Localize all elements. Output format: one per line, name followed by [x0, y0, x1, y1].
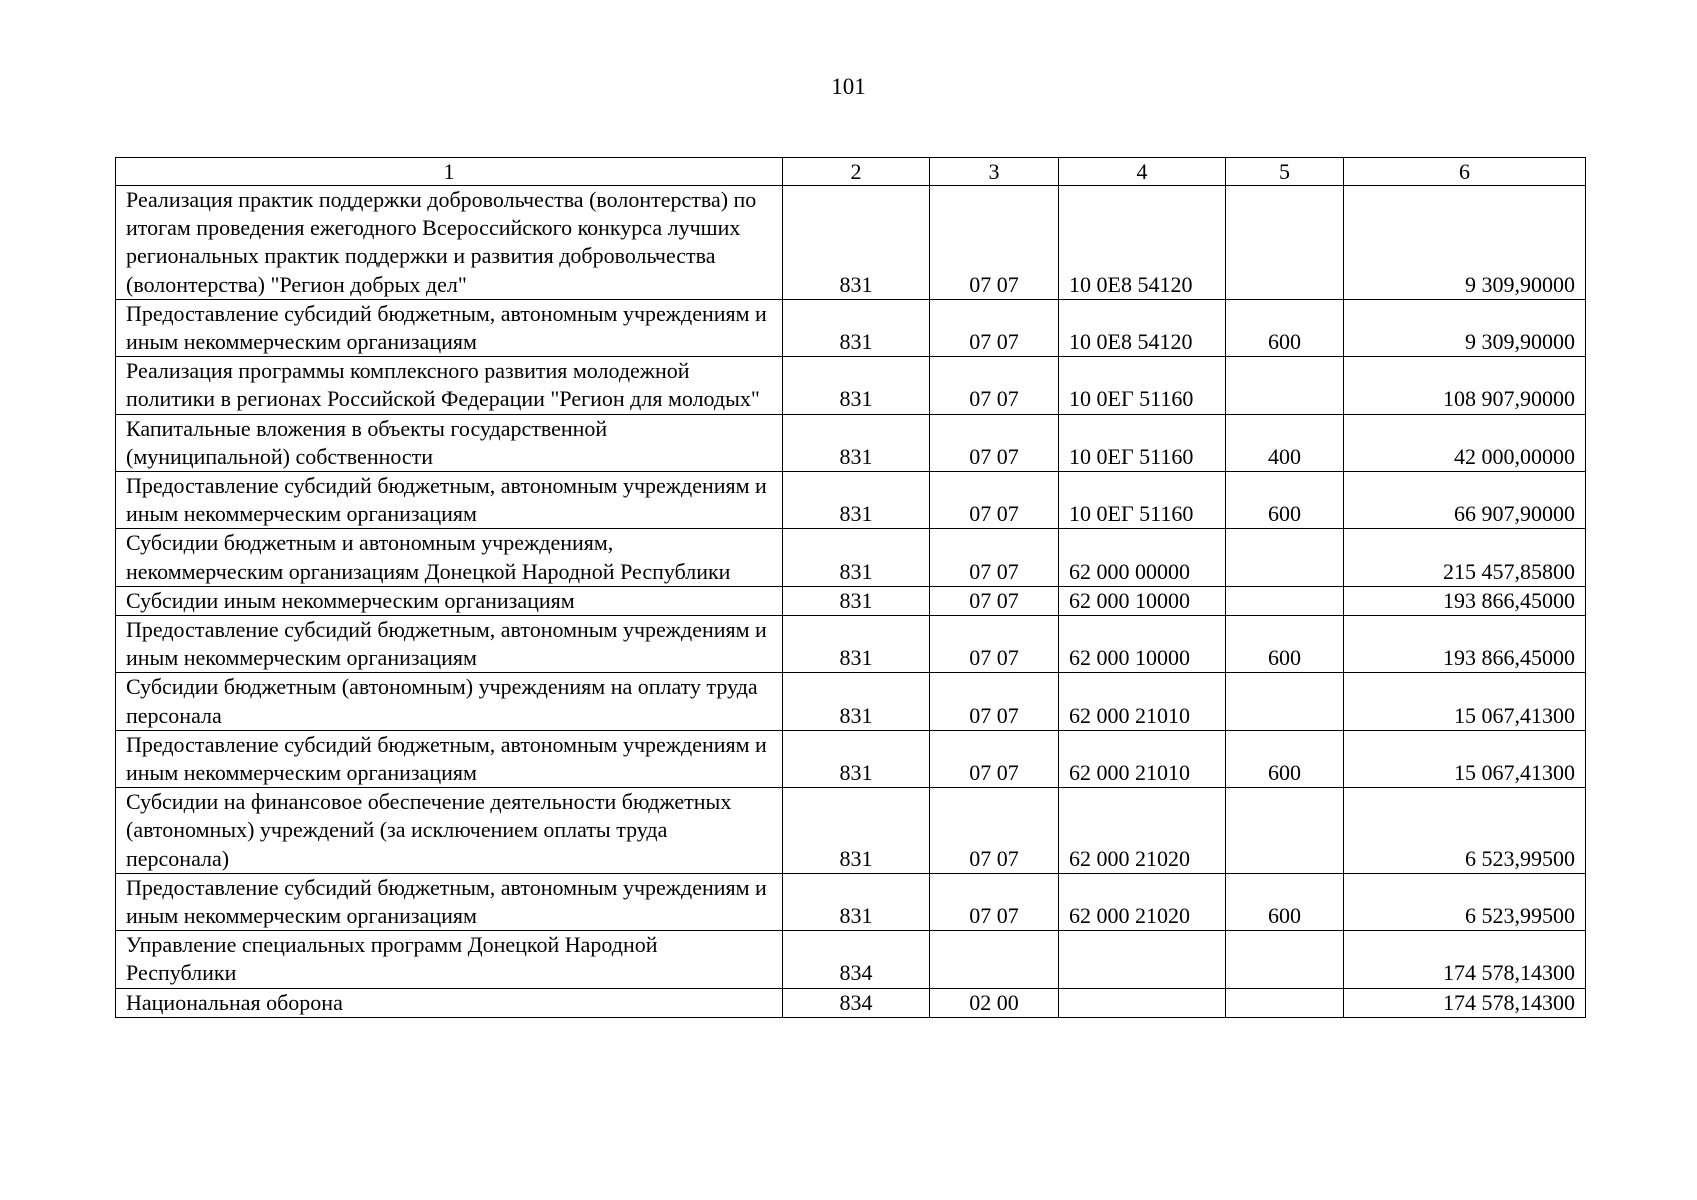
row-expense-type-cell: 600 [1226, 616, 1344, 673]
table-row [116, 931, 1586, 988]
row-expense-type-cell [1226, 931, 1344, 988]
row-section-cell: 07 07 [930, 186, 1059, 300]
table-body [116, 186, 1586, 1018]
row-target-code-cell [1059, 988, 1226, 1017]
row-amount-cell: 9 309,90000 [1344, 299, 1586, 356]
column-header-3: 3 [930, 158, 1059, 186]
row-section-cell: 07 07 [930, 414, 1059, 471]
row-name-cell: Предоставление субсидий бюджетным, автономным учреждениям и иным некоммерческим организациям [116, 873, 783, 930]
table-row [116, 299, 1586, 356]
row-expense-type-cell [1226, 529, 1344, 586]
row-amount-cell: 6 523,99500 [1344, 788, 1586, 874]
row-target-code-cell: 10 0ЕГ 51160 [1059, 357, 1226, 414]
row-expense-type-cell [1226, 357, 1344, 414]
row-amount-cell: 215 457,85800 [1344, 529, 1586, 586]
row-expense-type-cell [1226, 186, 1344, 300]
row-amount-cell: 108 907,90000 [1344, 357, 1586, 414]
row-code-cell: 831 [783, 673, 930, 730]
column-header-4: 4 [1059, 158, 1226, 186]
row-target-code-cell: 10 0Е8 54120 [1059, 186, 1226, 300]
row-section-cell: 02 00 [930, 988, 1059, 1017]
row-code-cell: 831 [783, 586, 930, 615]
row-code-cell: 831 [783, 616, 930, 673]
row-name-cell: Субсидии бюджетным (автономным) учреждениям на оплату труда персонала [116, 673, 783, 730]
row-name-cell: Реализация практик поддержки добровольчества (волонтерства) по итогам проведения ежегодного Всероссийского конкурса лучших региональных практик поддержки и развития добровольчества (волонтерства) "Регион добрых дел" [116, 186, 783, 300]
table-row [116, 529, 1586, 586]
row-code-cell: 831 [783, 730, 930, 787]
row-amount-cell: 174 578,14300 [1344, 988, 1586, 1017]
row-amount-cell: 193 866,45000 [1344, 586, 1586, 615]
row-expense-type-cell [1226, 673, 1344, 730]
row-target-code-cell: 62 000 21020 [1059, 788, 1226, 874]
row-expense-type-cell [1226, 988, 1344, 1017]
row-target-code-cell: 62 000 10000 [1059, 586, 1226, 615]
row-expense-type-cell: 600 [1226, 730, 1344, 787]
row-name-cell: Реализация программы комплексного развития молодежной политики в регионах Российской Федерации "Регион для молодых" [116, 357, 783, 414]
column-header-2: 2 [783, 158, 930, 186]
table-row [116, 730, 1586, 787]
table-row [116, 472, 1586, 529]
row-target-code-cell: 62 000 21020 [1059, 873, 1226, 930]
row-amount-cell: 6 523,99500 [1344, 873, 1586, 930]
row-expense-type-cell [1226, 586, 1344, 615]
row-section-cell: 07 07 [930, 616, 1059, 673]
row-amount-cell: 42 000,00000 [1344, 414, 1586, 471]
row-section-cell: 07 07 [930, 873, 1059, 930]
row-code-cell: 831 [783, 529, 930, 586]
row-section-cell: 07 07 [930, 586, 1059, 615]
row-expense-type-cell: 600 [1226, 299, 1344, 356]
row-section-cell: 07 07 [930, 788, 1059, 874]
row-section-cell: 07 07 [930, 673, 1059, 730]
row-name-cell: Предоставление субсидий бюджетным, автономным учреждениям и иным некоммерческим организациям [116, 730, 783, 787]
row-code-cell: 834 [783, 931, 930, 988]
column-header-1: 1 [116, 158, 783, 186]
row-amount-cell: 174 578,14300 [1344, 931, 1586, 988]
row-name-cell: Предоставление субсидий бюджетным, автономным учреждениям и иным некоммерческим организациям [116, 472, 783, 529]
row-target-code-cell: 62 000 00000 [1059, 529, 1226, 586]
row-name-cell: Предоставление субсидий бюджетным, автономным учреждениям и иным некоммерческим организациям [116, 299, 783, 356]
row-amount-cell: 15 067,41300 [1344, 730, 1586, 787]
table-row [116, 988, 1586, 1017]
row-name-cell: Субсидии бюджетным и автономным учреждениям, некоммерческим организациям Донецкой Народной Республики [116, 529, 783, 586]
row-target-code-cell: 62 000 21010 [1059, 730, 1226, 787]
table-row [116, 788, 1586, 874]
row-expense-type-cell: 600 [1226, 873, 1344, 930]
table-row [116, 586, 1586, 615]
row-code-cell: 831 [783, 873, 930, 930]
row-name-cell: Субсидии на финансовое обеспечение деятельности бюджетных (автономных) учреждений (за исключением оплаты труда персонала) [116, 788, 783, 874]
page-number: 101 [831, 74, 866, 99]
row-target-code-cell: 10 0ЕГ 51160 [1059, 472, 1226, 529]
column-header-6: 6 [1344, 158, 1586, 186]
row-expense-type-cell: 600 [1226, 472, 1344, 529]
row-amount-cell: 66 907,90000 [1344, 472, 1586, 529]
table-row [116, 414, 1586, 471]
row-section-cell: 07 07 [930, 299, 1059, 356]
row-name-cell: Предоставление субсидий бюджетным, автономным учреждениям и иным некоммерческим организациям [116, 616, 783, 673]
row-target-code-cell: 10 0ЕГ 51160 [1059, 414, 1226, 471]
row-target-code-cell [1059, 931, 1226, 988]
row-code-cell: 831 [783, 788, 930, 874]
row-section-cell: 07 07 [930, 472, 1059, 529]
table-row [116, 186, 1586, 300]
row-amount-cell: 9 309,90000 [1344, 186, 1586, 300]
row-name-cell: Субсидии иным некоммерческим организациям [116, 586, 783, 615]
row-target-code-cell: 62 000 21010 [1059, 673, 1226, 730]
table-row [116, 873, 1586, 930]
row-target-code-cell: 10 0Е8 54120 [1059, 299, 1226, 356]
budget-table [115, 157, 1586, 1018]
row-code-cell: 831 [783, 186, 930, 300]
table-row [116, 673, 1586, 730]
row-expense-type-cell [1226, 788, 1344, 874]
row-section-cell: 07 07 [930, 357, 1059, 414]
row-section-cell [930, 931, 1059, 988]
row-code-cell: 831 [783, 357, 930, 414]
row-amount-cell: 15 067,41300 [1344, 673, 1586, 730]
row-amount-cell: 193 866,45000 [1344, 616, 1586, 673]
table-row [116, 616, 1586, 673]
row-name-cell: Управление специальных программ Донецкой Народной Республики [116, 931, 783, 988]
row-section-cell: 07 07 [930, 529, 1059, 586]
column-header-5: 5 [1226, 158, 1344, 186]
row-expense-type-cell: 400 [1226, 414, 1344, 471]
row-section-cell: 07 07 [930, 730, 1059, 787]
row-code-cell: 834 [783, 988, 930, 1017]
row-code-cell: 831 [783, 414, 930, 471]
row-code-cell: 831 [783, 472, 930, 529]
row-target-code-cell: 62 000 10000 [1059, 616, 1226, 673]
row-name-cell: Национальная оборона [116, 988, 783, 1017]
header-row [116, 158, 1586, 186]
row-code-cell: 831 [783, 299, 930, 356]
table-row [116, 357, 1586, 414]
row-name-cell: Капитальные вложения в объекты государственной (муниципальной) собственности [116, 414, 783, 471]
